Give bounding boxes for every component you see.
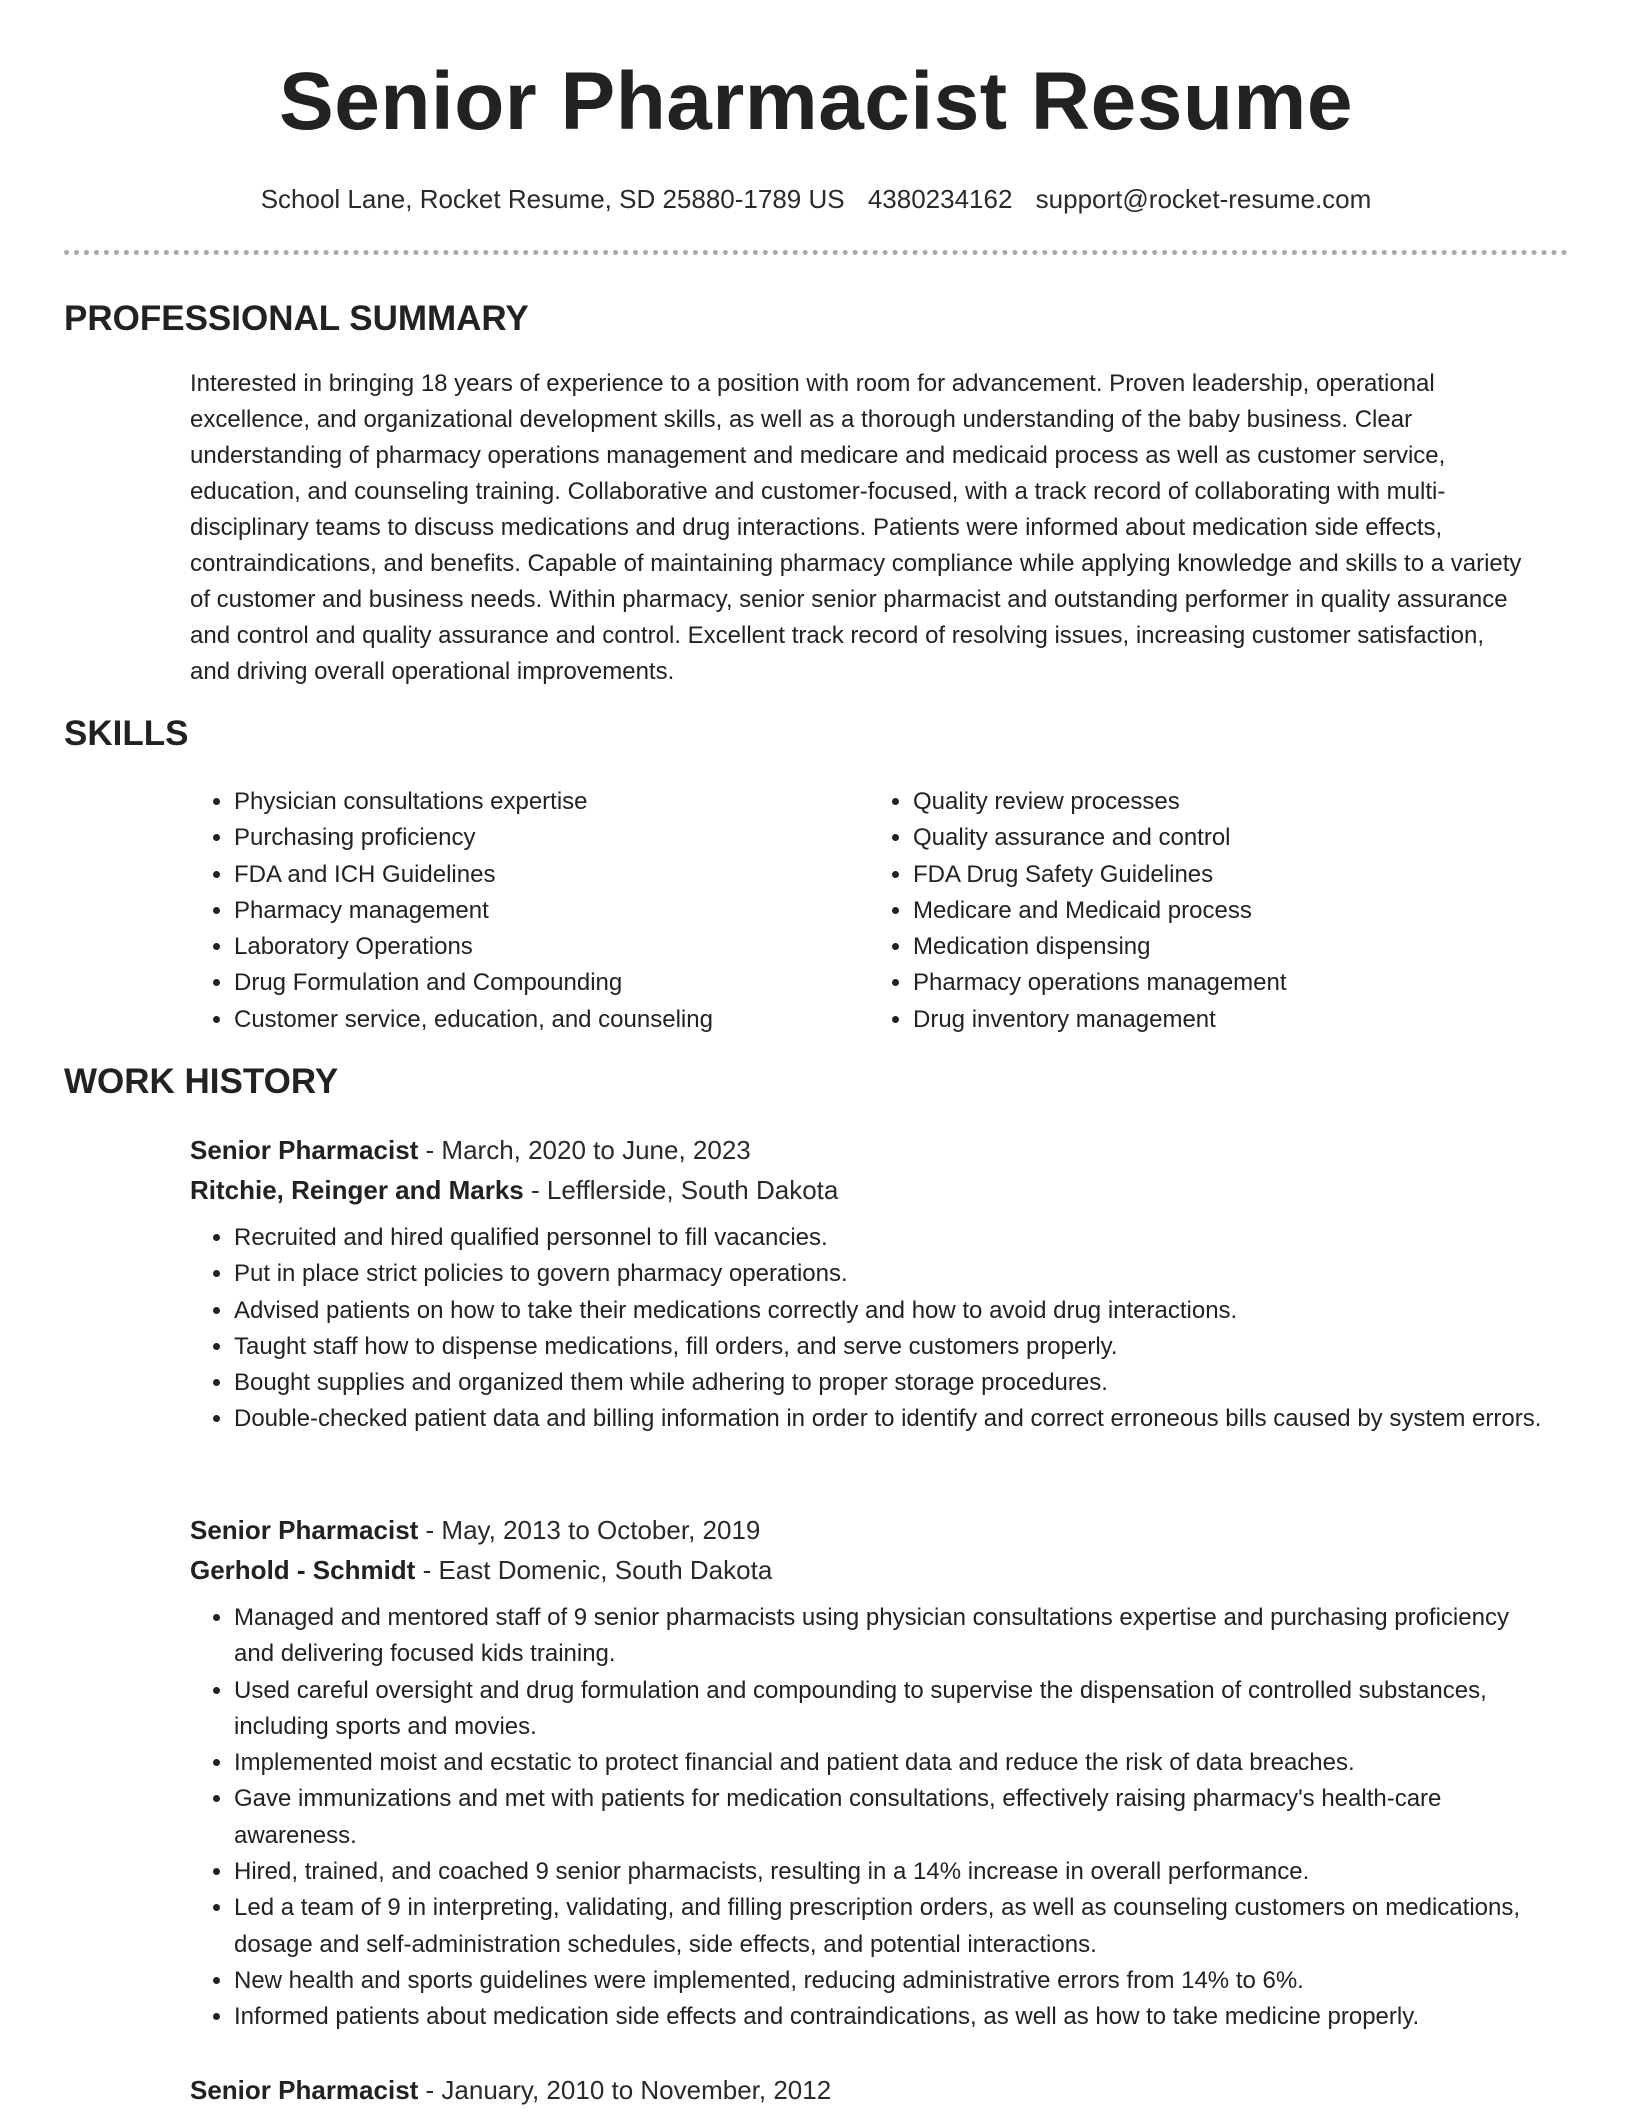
job-bullet: • Hired, trained, and coached 9 senior pharmacists, resulting in a 14% increase in overall performance. xyxy=(234,1854,1550,1890)
job-bullet: • New health and sports guidelines were implemented, reducing administrative errors from 14% to 6%. xyxy=(234,1963,1550,1999)
job-bullets xyxy=(190,1600,1550,2036)
job-company: Gerhold - Schmidt xyxy=(190,1555,416,1585)
skills-heading: SKILLS xyxy=(64,714,189,753)
skill-item: • Physician consultations expertise xyxy=(234,784,834,820)
job-bullet: • Used careful oversight and drug formulation and compounding to supervise the dispensation of controlled substances, including sports and movies. xyxy=(234,1673,1550,1746)
job-bullet: • Bought supplies and organized them while adhering to proper storage procedures. xyxy=(234,1365,1550,1401)
job-title: Senior Pharmacist xyxy=(190,1515,419,1545)
job-bullet: • Recruited and hired qualified personnel to fill vacancies. xyxy=(234,1220,1550,1256)
skills-column-right xyxy=(869,784,1513,1038)
job-bullet: • Taught staff how to dispense medications, fill orders, and serve customers properly. xyxy=(234,1329,1550,1365)
work-history-heading: WORK HISTORY xyxy=(64,1062,339,1101)
job-bullet: • Double-checked patient data and billing information in order to identify and correct erroneous bills caused by system errors. xyxy=(234,1401,1550,1437)
job-bullets xyxy=(190,1220,1550,1438)
contact-line xyxy=(0,182,1632,216)
job-bullet: • Gave immunizations and met with patients for medication consultations, effectively raising pharmacy's health-care awareness. xyxy=(234,1781,1550,1854)
summary-text: Interested in bringing 18 years of experience to a position with room for advancement. Proven leadership, operational excellence, and organizational development skills, as well as a thorough understanding of the baby business. Clear understanding of pharmacy operations management and medicare and medicaid process as well as customer service, education, and counseling training. Collaborative and customer-focused, with a track record of collaborating with multi-disciplinary teams to discuss medications and drug interactions. Patients were informed about medication side effects, contraindications, and benefits. Capable of maintaining pharmacy compliance while applying knowledge and skills to a variety of customer and business needs. Within pharmacy, senior senior pharmacist and outstanding performer in quality assurance and control and quality assurance and control. Excellent track record of resolving issues, increasing customer satisfaction, and driving overall operational improvements. xyxy=(190,370,1522,685)
job-title: Senior Pharmacist xyxy=(190,1135,419,1165)
skill-item: • Pharmacy operations management xyxy=(913,965,1513,1001)
job-title-line xyxy=(190,1510,1550,1550)
summary-heading: PROFESSIONAL SUMMARY xyxy=(64,299,529,338)
job-dates: - January, 2010 to November, 2012 xyxy=(418,2075,832,2105)
skill-item: • FDA Drug Safety Guidelines xyxy=(913,857,1513,893)
skill-item: • Drug Formulation and Compounding xyxy=(234,965,834,1001)
skill-item: • Pharmacy management xyxy=(234,893,834,929)
job-entry xyxy=(190,1130,1550,1438)
contact-email: support@rocket-resume.com xyxy=(1035,184,1372,214)
skill-item: • Purchasing proficiency xyxy=(234,820,834,856)
job-dates: - March, 2020 to June, 2023 xyxy=(418,1135,751,1165)
resume-title: Senior Pharmacist Resume xyxy=(279,56,1353,147)
skill-item: • Laboratory Operations xyxy=(234,929,834,965)
skill-item: • FDA and ICH Guidelines xyxy=(234,857,834,893)
job-bullet: • Put in place strict policies to govern pharmacy operations. xyxy=(234,1256,1550,1292)
job-bullet: • Advised patients on how to take their medications correctly and how to avoid drug interactions. xyxy=(234,1293,1550,1329)
job-title: Senior Pharmacist xyxy=(190,2075,419,2105)
job-company-line xyxy=(190,1170,1550,1210)
skills-column-left xyxy=(190,784,834,1038)
job-title-line xyxy=(190,2070,1550,2110)
job-title-line xyxy=(190,1130,1550,1170)
job-company-line xyxy=(190,1550,1550,1590)
job-bullet: • Led a team of 9 in interpreting, validating, and filling prescription orders, as well as counseling customers on medications, dosage and self-administration schedules, side effects, and potential interactions. xyxy=(234,1890,1550,1963)
job-entry xyxy=(190,1510,1550,2036)
job-company: Ritchie, Reinger and Marks xyxy=(190,1175,524,1205)
skill-item: • Quality assurance and control xyxy=(913,820,1513,856)
job-bullet: • Managed and mentored staff of 9 senior pharmacists using physician consultations expertise and purchasing proficiency and delivering focused kids training. xyxy=(234,1600,1550,1673)
job-bullet: • Implemented moist and ecstatic to protect financial and patient data and reduce the risk of data breaches. xyxy=(234,1745,1550,1781)
skill-item: • Medication dispensing xyxy=(913,929,1513,965)
contact-phone: 4380234162 xyxy=(867,184,1013,214)
job-dates: - May, 2013 to October, 2019 xyxy=(418,1515,761,1545)
job-entry xyxy=(190,2070,1550,2110)
skill-item: • Customer service, education, and counseling xyxy=(234,1002,834,1038)
skill-item: • Medicare and Medicaid process xyxy=(913,893,1513,929)
skill-item: • Quality review processes xyxy=(913,784,1513,820)
job-location: - Lefflerside, South Dakota xyxy=(523,1175,839,1205)
contact-address: School Lane, Rocket Resume, SD 25880-1789 US xyxy=(260,184,845,214)
header-divider xyxy=(64,250,1568,255)
job-location: - East Domenic, South Dakota xyxy=(415,1555,773,1585)
skill-item: • Drug inventory management xyxy=(913,1002,1513,1038)
job-bullet: • Informed patients about medication side effects and contraindications, as well as how to take medicine properly. xyxy=(234,1999,1550,2035)
